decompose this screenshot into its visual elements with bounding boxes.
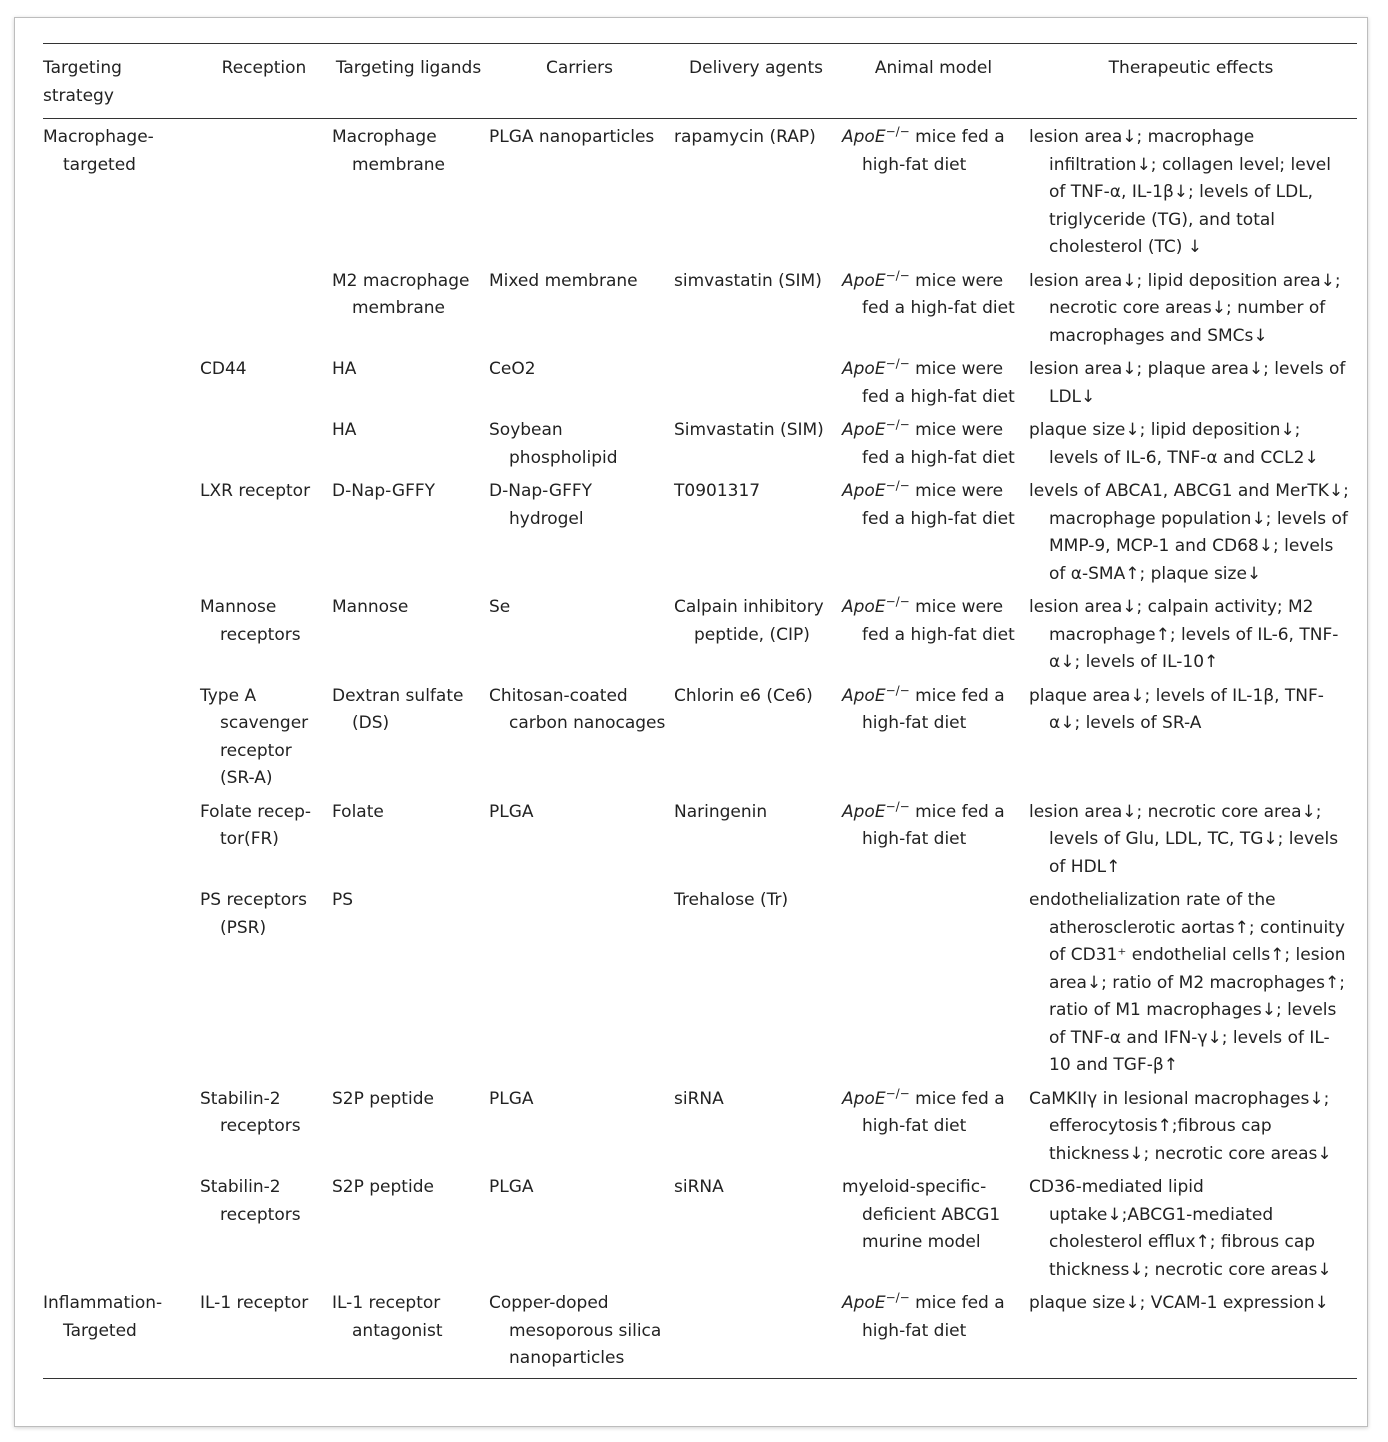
cell-model [842, 884, 1029, 1083]
cell-model: ApoE−/− mice fed a high-fat diet [842, 682, 1005, 733]
table-row [43, 1171, 1357, 1287]
cell-strategy [43, 1083, 200, 1172]
cell-reception: CD44 [200, 359, 247, 379]
cell-reception: LXR receptor [200, 481, 311, 501]
table-row [43, 1287, 1357, 1378]
cell-agents: Chlorin e6 (Ce6) [674, 685, 813, 706]
cell-ligands: M2 macrophage membrane [332, 270, 470, 318]
table-row [43, 119, 1357, 265]
cell-effects: lesion area↓; necrotic core area↓; levels of Glu, LDL, TC, TG↓; levels of HDL↑ [1029, 801, 1339, 877]
cell-reception: Stabilin-2 receptors [200, 1088, 301, 1136]
cell-agents: siRNA [674, 1177, 724, 1197]
cell-model: ApoE−/− mice fed a high-fat diet [842, 1085, 1005, 1136]
cell-carriers [489, 884, 674, 1083]
cell-strategy [43, 1171, 200, 1287]
cell-agents [674, 353, 842, 414]
cell-reception [200, 119, 332, 265]
cell-carriers: PLGA [489, 801, 534, 822]
cell-reception: PS receptors (PSR) [200, 890, 308, 938]
cell-agents: rapamycin (RAP) [674, 127, 816, 147]
cell-carriers: D-Nap-GFFY hydrogel [489, 481, 593, 529]
cell-strategy [43, 680, 200, 796]
table-row [43, 796, 1357, 885]
header-effects: Therapeutic effects [1108, 58, 1274, 78]
cell-agents [674, 1287, 842, 1378]
cell-effects: CD36-mediated lipid uptake↓;ABCG1-mediated cholesterol efflux↑; fibrous cap thickness↓; necrotic core areas↓ [1029, 1177, 1332, 1280]
cell-strategy [43, 414, 200, 475]
cell-agents: Naringenin [674, 801, 768, 822]
table-row [43, 884, 1357, 1083]
cell-carriers: Mixed membrane [489, 270, 638, 291]
cell-effects: lesion area↓; plaque area↓; levels of LDL↓ [1029, 359, 1346, 407]
cell-model: ApoE−/− mice were fed a high-fat diet [842, 478, 1015, 529]
header-carriers: Carriers [546, 58, 613, 78]
cell-reception: Folate recep-tor(FR) [200, 801, 312, 849]
cell-reception: Stabilin-2 receptors [200, 1177, 301, 1225]
cell-ligands: S2P peptide [332, 1088, 434, 1109]
cell-strategy: Macrophage-targeted [43, 127, 154, 175]
cell-effects: plaque area↓; levels of IL-1β, TNF-α↓; levels of SR-A [1029, 685, 1324, 733]
header-row [43, 44, 1357, 119]
cell-agents: siRNA [674, 1088, 724, 1109]
cell-agents: Trehalose (Tr) [674, 890, 789, 910]
cell-carriers: Soybean phospholipid [489, 420, 618, 468]
header-strategy: Targeting strategy [43, 58, 122, 106]
cell-model: ApoE−/− mice were fed a high-fat diet [842, 267, 1015, 318]
cell-ligands: Folate [332, 801, 384, 822]
cell-model: ApoE−/− mice fed a high-fat diet [842, 124, 1005, 175]
header-agents: Delivery agents [689, 58, 823, 78]
cell-model: myeloid-specific-deficient ABCG1 murine model [842, 1177, 1001, 1252]
cell-reception [200, 414, 332, 475]
cell-model: ApoE−/− mice were fed a high-fat diet [842, 356, 1015, 407]
cell-reception: Type A scavenger receptor (SR-A) [200, 685, 309, 788]
cell-ligands: HA [332, 359, 357, 379]
cell-ligands: PS [332, 890, 354, 910]
cell-effects: plaque size↓; lipid deposition↓; levels of IL-6, TNF-α and CCL2↓ [1029, 420, 1319, 468]
table-row [43, 353, 1357, 414]
table-row [43, 475, 1357, 591]
cell-ligands: D-Nap-GFFY [332, 481, 436, 501]
cell-model: ApoE−/− mice were fed a high-fat diet [842, 417, 1015, 468]
cell-effects: lesion area↓; lipid deposition area↓; necrotic core areas↓; number of macrophages and SMCs↓ [1029, 270, 1341, 346]
table-row [43, 414, 1357, 475]
cell-ligands: Dextran sulfate (DS) [332, 685, 464, 733]
cell-effects: lesion area↓; calpain activity; M2 macrophage↑; levels of IL-6, TNF-α↓; levels of IL-10↑ [1029, 597, 1339, 672]
cell-model: ApoE−/− mice were fed a high-fat diet [842, 594, 1015, 645]
header-ligands: Targeting ligands [335, 58, 482, 78]
cell-reception [200, 265, 332, 354]
table-body [43, 119, 1357, 1379]
cell-effects: levels of ABCA1, ABCG1 and MerTK↓; macrophage population↓; levels of MMP-9, MCP-1 and CD68↓; levels of α-SMA↑; plaque size↓ [1029, 481, 1349, 584]
table-row [43, 265, 1357, 354]
table-row [43, 680, 1357, 796]
cell-agents: Simvastatin (SIM) [674, 420, 824, 440]
cell-agents: simvastatin (SIM) [674, 270, 822, 291]
cell-agents: Calpain inhibitory peptide, (CIP) [674, 597, 824, 645]
cell-strategy [43, 265, 200, 354]
cell-strategy [43, 591, 200, 680]
cell-reception: IL-1 receptor [200, 1293, 309, 1313]
cell-strategy [43, 884, 200, 1083]
cell-ligands: S2P peptide [332, 1177, 434, 1197]
cell-carriers: PLGA nanoparticles [489, 127, 655, 147]
cell-strategy: Inflammation-Targeted [43, 1293, 163, 1341]
cell-agents: T0901317 [674, 481, 761, 501]
cell-carriers: Copper-doped mesoporous silica nanoparticles [489, 1293, 662, 1368]
cell-ligands: IL-1 receptor antagonist [332, 1293, 443, 1341]
cell-strategy [43, 475, 200, 591]
cell-carriers: Chitosan-coated carbon nanocages [489, 685, 666, 733]
cell-model: ApoE−/− mice fed a high-fat diet [842, 1290, 1005, 1341]
cell-carriers: PLGA [489, 1088, 534, 1109]
cell-carriers: CeO2 [489, 359, 536, 379]
cell-effects: lesion area↓; macrophage infiltration↓; collagen level; level of TNF-α, IL-1β↓; levels of LDL, triglyceride (TG), and total cholesterol (TC) ↓ [1029, 127, 1331, 257]
table-frame [14, 17, 1368, 1427]
table-row [43, 1083, 1357, 1172]
cell-ligands: HA [332, 420, 357, 440]
data-table [43, 43, 1357, 1379]
cell-effects: CaMKIIγ in lesional macrophages↓; efferocytosis↑;fibrous cap thickness↓; necrotic core areas↓ [1029, 1088, 1332, 1164]
cell-ligands: Mannose [332, 597, 409, 617]
cell-strategy [43, 353, 200, 414]
cell-carriers: Se [489, 597, 511, 617]
cell-effects: endothelialization rate of the atherosclerotic aortas↑; continuity of CD31⁺ endothelial cells↑; lesion area↓; ratio of M2 macrophages↑; ratio of M1 macrophages↓; levels of TNF-α and IFN-γ↓; levels of IL-10 and TGF-β↑ [1029, 890, 1346, 1075]
header-reception: Reception [221, 58, 307, 78]
cell-model: ApoE−/− mice fed a high-fat diet [842, 798, 1005, 849]
table-row [43, 591, 1357, 680]
cell-reception: Mannose receptors [200, 597, 301, 645]
cell-carriers: PLGA [489, 1177, 534, 1197]
cell-ligands: Macrophage membrane [332, 127, 446, 175]
cell-strategy [43, 796, 200, 885]
header-model: Animal model [874, 58, 993, 78]
cell-effects: plaque size↓; VCAM-1 expression↓ [1029, 1293, 1329, 1313]
